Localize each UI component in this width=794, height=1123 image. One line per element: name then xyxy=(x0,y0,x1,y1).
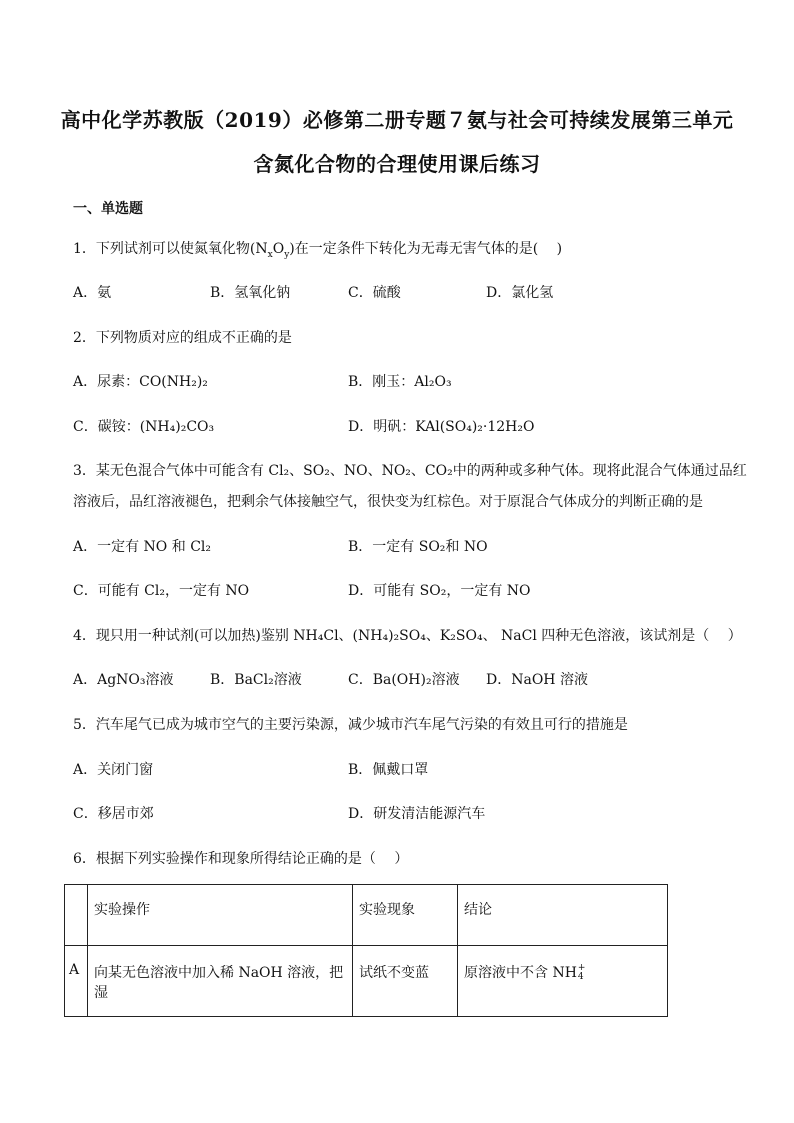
question-1-stem xyxy=(73,238,562,260)
table-cell xyxy=(458,946,668,1017)
table-row xyxy=(65,946,668,1017)
q1-option-c: C．硫酸 xyxy=(348,285,401,301)
question-2-stem: 2．下列物质对应的组成不正确的是 xyxy=(73,330,292,346)
question-5-stem: 5．汽车尾气已成为城市空气的主要污染源，减少城市汽车尾气污染的有效且可行的措施是 xyxy=(73,717,628,733)
question-4-stem: 4．现只用一种试剂(可以加热)鉴别 NH₄Cl、(NH₄)₂SO₄、K₂SO₄、 NaCl 四种无色溶液，该试剂是（ ） xyxy=(73,628,742,644)
experiment-table xyxy=(64,884,668,1017)
q1-stem-part-c: )在一定条件下转化为无毒无害气体的是( ) xyxy=(289,241,563,257)
q5-option-c: C．移居市郊 xyxy=(73,806,154,822)
title-line-2: 含氮化合物的合理使用课后练习 xyxy=(253,152,541,176)
q1-option-a: A．氨 xyxy=(73,285,112,301)
q3-option-b: B．一定有 SO₂和 NO xyxy=(348,539,488,555)
table-header-row xyxy=(65,885,668,946)
q4-option-c: C．Ba(OH)₂溶液 xyxy=(348,672,460,688)
q4-option-a: A．AgNO₃溶液 xyxy=(73,672,174,688)
q4-option-b: B．BaCl₂溶液 xyxy=(210,672,302,688)
title-line-1: 高中化学苏教版（2019）必修第二册专题７氨与社会可持续发展第三单元 xyxy=(60,108,734,132)
q5-option-d: D．研发清洁能源汽车 xyxy=(348,806,486,822)
q1-subscript-y: y xyxy=(284,249,290,260)
table-cell: 向某无色溶液中加入稀 NaOH 溶液，把湿 xyxy=(88,946,353,1017)
question-3-stem-line-1: 3．某无色混合气体中可能含有 Cl₂、SO₂、NO、NO₂、CO₂中的两种或多种气体。现将此混合气体通过品红 xyxy=(73,463,747,479)
table-header-cell: 实验操作 xyxy=(88,885,353,946)
q5-option-b: B．佩戴口罩 xyxy=(348,762,429,778)
table-cell: 试纸不变蓝 xyxy=(353,946,458,1017)
q2-option-a: A．尿素：CO(NH₂)₂ xyxy=(73,374,208,390)
table-cell: A xyxy=(65,946,88,1017)
table-header-cell: 结论 xyxy=(458,885,668,946)
q3-option-d: D．可能有 SO₂，一定有 NO xyxy=(348,583,531,599)
q4-option-d: D．NaOH 溶液 xyxy=(486,672,588,688)
q2-option-c: C．碳铵：(NH₄)₂CO₃ xyxy=(73,419,215,435)
ammonium-charge xyxy=(578,964,586,982)
question-3-stem-line-2: 溶液后，品红溶液褪色，把剩余气体接触空气，很快变为红棕色。对于原混合气体成分的判断正确的是 xyxy=(73,494,703,510)
q2-option-b: B．刚玉：Al₂O₃ xyxy=(348,374,452,390)
question-6-stem: 6．根据下列实验操作和现象所得结论正确的是（ ） xyxy=(73,851,409,867)
ion-superscript: + xyxy=(577,963,586,973)
q1-option-d: D．氯化氢 xyxy=(486,285,554,301)
q1-stem-part-a: 1．下列试剂可以使氮氧化物(N xyxy=(73,241,268,257)
q2-option-d: D．明矾：KAl(SO₄)₂·12H₂O xyxy=(348,419,535,435)
ion-subscript: 4 xyxy=(577,972,584,982)
section-heading: 一、单选题 xyxy=(73,201,143,217)
q3-option-c: C．可能有 Cl₂，一定有 NO xyxy=(73,583,250,599)
table-cell-text: 原溶液中不含 NH xyxy=(464,965,577,981)
table-header-cell: 实验现象 xyxy=(353,885,458,946)
q1-subscript-x: x xyxy=(267,249,273,260)
q5-option-a: A．关闭门窗 xyxy=(73,762,154,778)
q3-option-a: A．一定有 NO 和 Cl₂ xyxy=(73,539,211,555)
q1-stem-part-b: O xyxy=(272,241,285,257)
q1-option-b: B．氢氧化钠 xyxy=(210,285,291,301)
table-header-cell xyxy=(65,885,88,946)
